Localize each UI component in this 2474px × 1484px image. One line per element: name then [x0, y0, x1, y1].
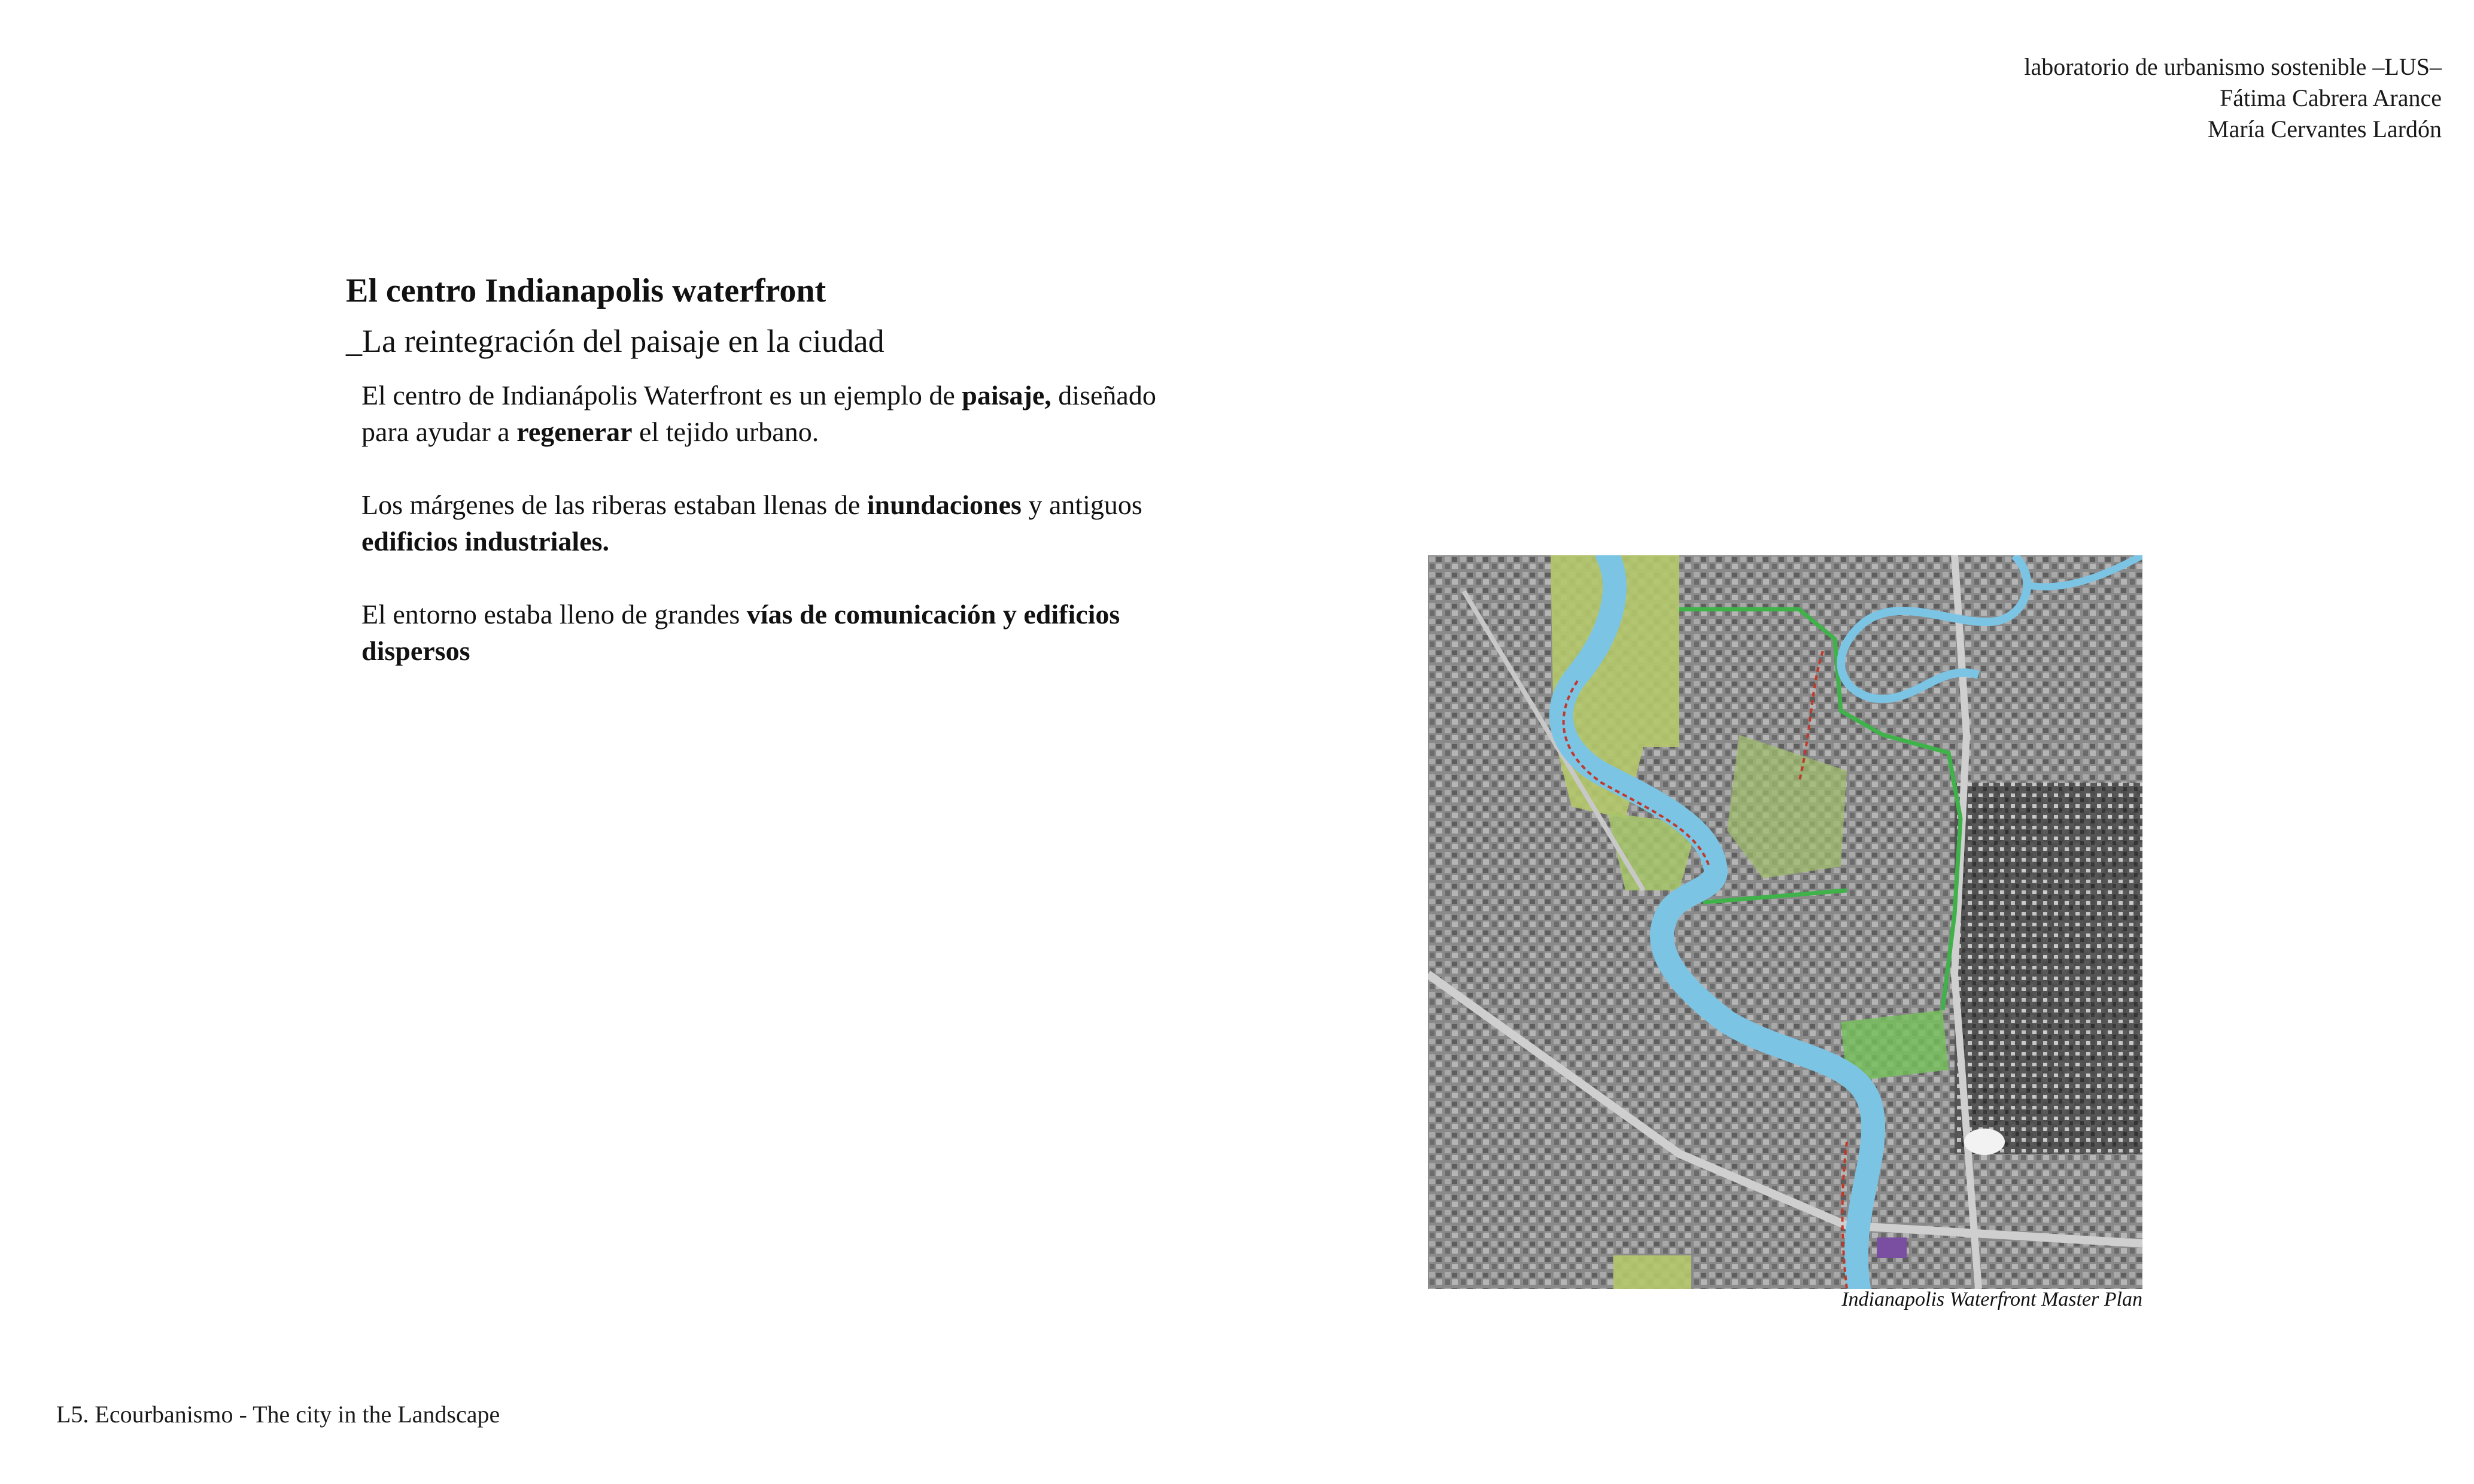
paragraph-1-bold-b: paisaje, — [962, 380, 1051, 410]
purple-site — [1877, 1237, 1907, 1258]
park-south — [1613, 1255, 1691, 1289]
page-title: El centro Indianapolis waterfront — [346, 272, 826, 309]
paragraph-1-bold-d: regenerar — [516, 416, 633, 447]
paragraph-2-bold-b: inundaciones — [867, 489, 1022, 520]
paragraph-2-text-a: Los márgenes de las riberas estaban llenas de — [361, 489, 867, 520]
paragraph-1-text-e: el tejido urbano. — [632, 416, 819, 447]
figure-caption: Indianapolis Waterfront Master Plan — [1841, 1288, 2142, 1310]
header-author-1: Fátima Cabrera Arance — [2220, 84, 2442, 111]
paragraph-2-text-c: y antiguos — [1021, 489, 1142, 520]
paragraph-3 — [361, 596, 1199, 669]
master-plan-map — [1428, 555, 2142, 1289]
header-author-2: María Cervantes Lardón — [2208, 115, 2442, 142]
paragraph-1-text-a: El centro de Indianápolis Waterfront es un ejemplo de — [361, 380, 962, 410]
header-block — [2024, 51, 2442, 145]
paragraph-1-text-c: diseñado para ayudar a — [361, 380, 1156, 447]
paragraph-2 — [361, 486, 1199, 559]
map-illustration — [1428, 555, 2142, 1289]
page-subtitle: _La reintegración del paisaje en la ciudad — [346, 323, 885, 359]
page-footer: L5. Ecourbanismo - The city in the Landscape — [56, 1401, 500, 1428]
body-text — [361, 377, 1199, 705]
paragraph-3-bold-b: vías de comunicación y edificios dispersos — [361, 599, 1120, 666]
paragraph-1 — [361, 377, 1199, 450]
stadium — [1964, 1129, 2005, 1155]
header-lab-name: laboratorio de urbanismo sostenible –LUS– — [2024, 53, 2442, 80]
paragraph-2-bold-d: edificios industriales. — [361, 526, 610, 556]
paragraph-3-text-a: El entorno estaba lleno de grandes — [361, 599, 747, 630]
downtown-core — [1955, 783, 2142, 1154]
